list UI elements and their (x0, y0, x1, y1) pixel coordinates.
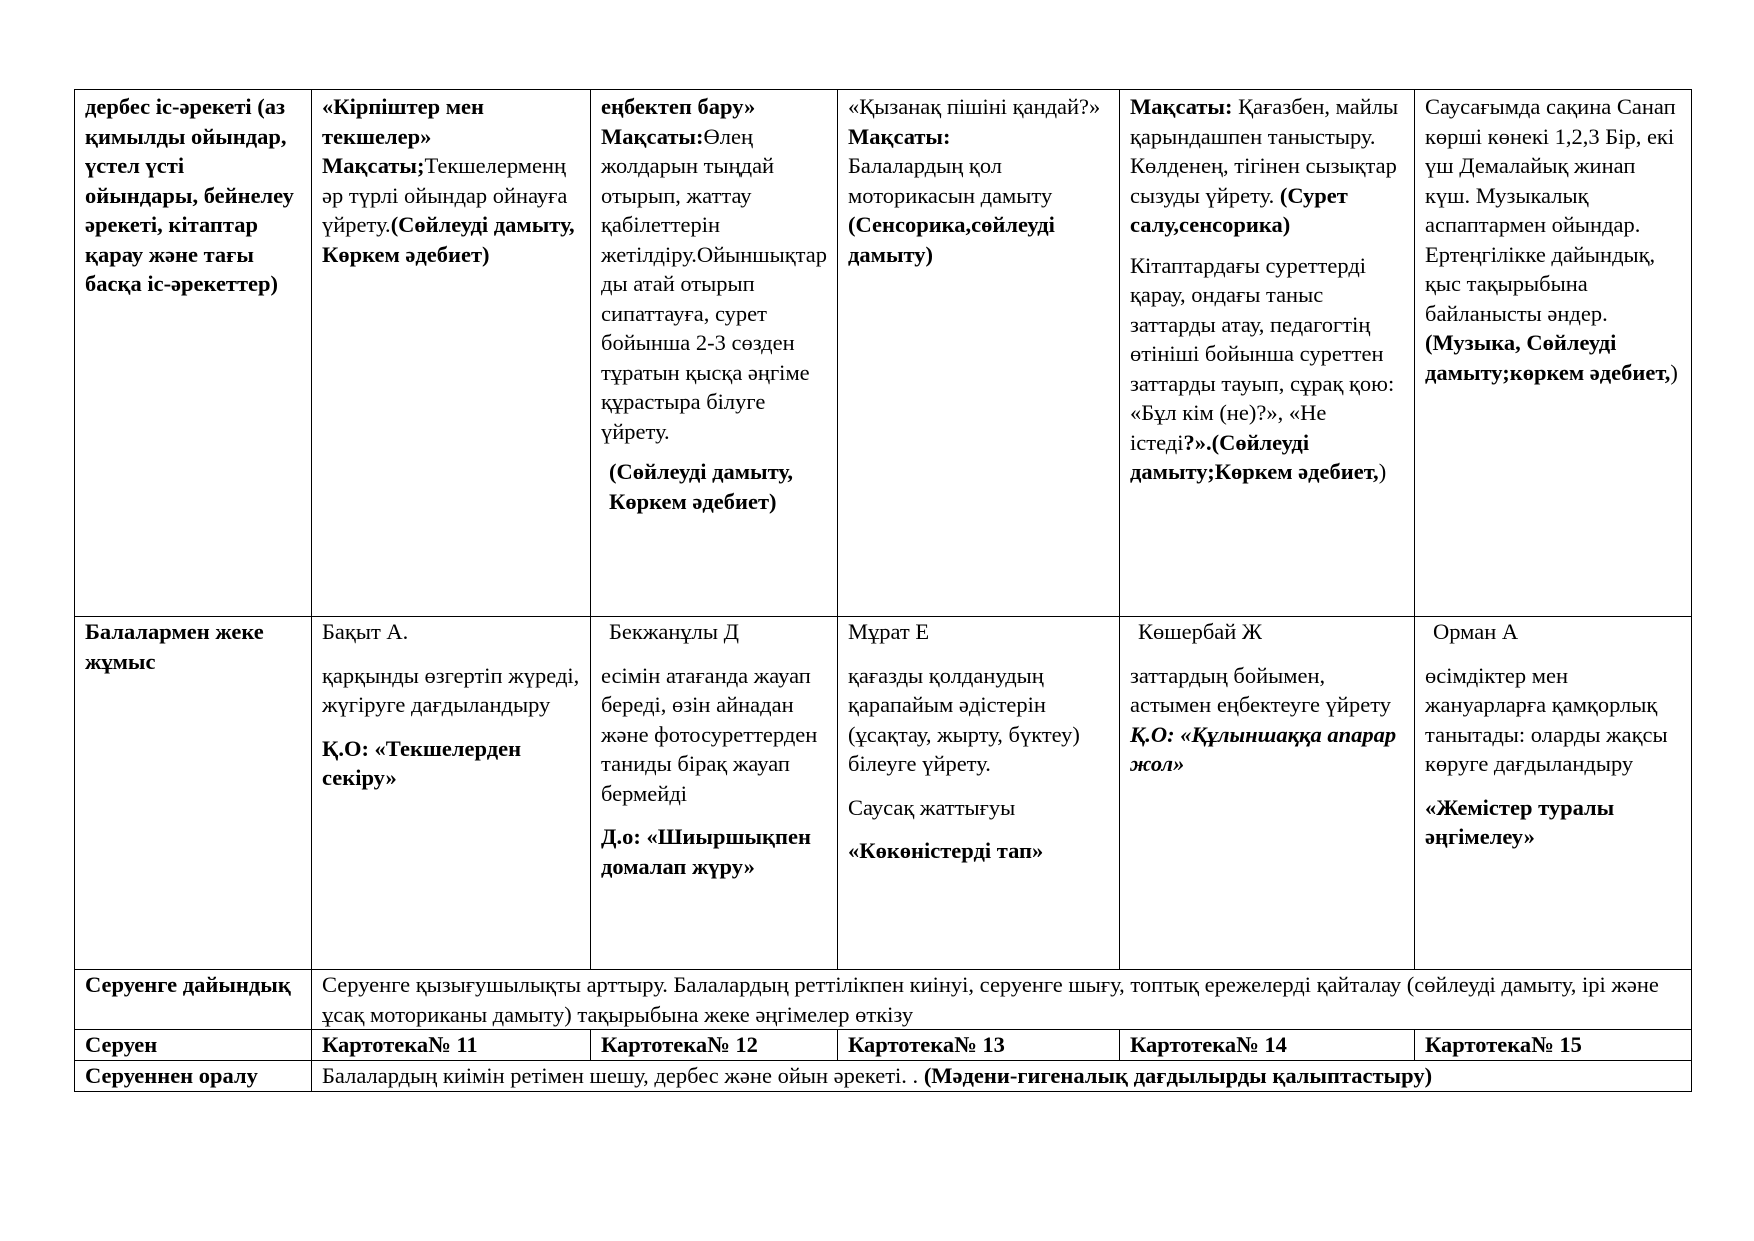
areas: (Музыка, Сөйлеуді дамыту;көркем әдебиет, (1425, 330, 1671, 385)
walk-card-1: Картотека№ 11 (312, 1030, 591, 1061)
goal-text: Қағазбен, майлы қарындашпен таныстыру. Көлденең, тігінен сызықтар сызуды үйрету. (1130, 94, 1399, 208)
activity-cell-4: Мақсаты: Қағазбен, майлы қарындашпен таныстыру. Көлденең, тігінен сызықтар сызуды үйрету. (Сурет салу,сенсорика) Кітаптардағы суреттерді қарау, ондағы таныс заттарды атау, педагогтің өтініші бойынша суреттен заттарды тауып, сұрақ қою: «Бұл кім (не)?», «Не істеді?».(Сөйлеуді дамыту;Көркем әдебиет,) (1120, 90, 1415, 617)
individual-cell-4 (1120, 617, 1415, 970)
row-label-independent-activity: дербес іс-әрекеті (аз қимылды ойындар, үстел үсті ойындары, бейнелеу әрекеті, кітаптар қарау және тағы басқа іс-әрекеттер) (75, 90, 312, 617)
game-title: Қ.О: «Құлыншаққа апарар жол» (1130, 721, 1397, 776)
activity-cell-3 (838, 90, 1120, 617)
areas: (Сөйлеуді дамыту, Көркем әдебиет) (322, 212, 575, 267)
activity-title: еңбектеп бару» (601, 94, 756, 119)
table-row-return (75, 1060, 1692, 1091)
individual-cell-1 (312, 617, 591, 970)
activity-title: «Кірпіштер мен текшелер» (322, 94, 484, 149)
goal-label: Мақсаты; (322, 153, 425, 178)
child-name: Орман А (1433, 619, 1519, 644)
activity-cell-2 (591, 90, 838, 617)
goal-text: Текшелерменң әр түрлі ойындар ойнауға үйрету. (322, 153, 568, 237)
walk-prep-text: Серуенге қызығушылықты арттыру. Балалардың реттілікпен киінуі, серуенге шығу, топтық ережелерді қайталау (сөйлеуді дамыту, ірі және ұсақ моториканы дамыту) тақырыбына жеке әңгімелер өткізу (312, 970, 1692, 1030)
individual-cell-5 (1415, 617, 1692, 970)
individual-cell-2 (591, 617, 838, 970)
activity-cell-1 (312, 90, 591, 617)
walk-card-2: Картотека№ 12 (591, 1030, 838, 1061)
child-name: Көшербай Ж (1138, 619, 1263, 644)
game-title: Қ.О: «Текшелерден секіру» (322, 735, 522, 790)
activity-title: «Қызанақ пішіні қандай?» (848, 94, 1101, 119)
activity-cell-5: Саусағымда сақина Санап көрші көнекі 1,2,3 Бір, екі үш Демалайық жинап күш. Музыкалық аспаптармен ойындар. Ертеңгілікке дайындық, қыс тақырыбына байланысты әндер. (Музыка, Сөйлеуді дамыту;көркем әдебиет,) (1415, 90, 1692, 617)
exercise-text: Саусақ жаттығуы (848, 794, 1016, 820)
return-text: Балалардың киімін ретімен шешу, дербес және ойын әрекеті. . (Мәдени-гигеналық дағдылырды қалыптастыру) (312, 1060, 1692, 1091)
task-text: қарқынды өзгертіп жүреді, жүгіруге дағдыландыру (322, 662, 580, 717)
music-text: Саусағымда сақина Санап көрші көнекі 1,2,3 Бір, екі үш Демалайық жинап күш. Музыкалық аспаптармен ойындар. Ертеңгілікке дайындық, қыс тақырыбына байланысты әндер. (1425, 94, 1676, 326)
walk-card-3: Картотека№ 13 (838, 1030, 1120, 1061)
task-text: есімін атағанда жауап береді, өзін айнадан және фотосуреттерден таниды бірақ жауап бермейді (601, 662, 818, 806)
goal-label: Мақсаты: (601, 123, 704, 149)
row-label-walk: Серуен (75, 1030, 312, 1061)
goal-label: Мақсаты: (1130, 94, 1233, 119)
areas: (Сурет салу,сенсорика) (1130, 182, 1348, 237)
daily-plan-table (74, 89, 1692, 1092)
goal-text: Өлең жолдарын тыңдай отырып, жаттау қабілеттерін жетілдіру.Ойыншықтарды атай отырып сипаттауға, сурет бойынша 2-3 сөзден тұратын қысқа әңгіме құрастыра білуге үйрету. (601, 123, 827, 444)
table-row-walk (75, 1030, 1692, 1061)
books-areas: ?».(Сөйлеуді дамыту;Көркем әдебиет, (1130, 429, 1379, 484)
child-name: Бақыт А. (322, 619, 409, 644)
table-row-walk-prep (75, 970, 1692, 1030)
goal-text: Балалардың қол моторикасын дамыту (848, 153, 1053, 208)
task-text: заттардың бойымен, астымен еңбектеуге үйрету (1130, 662, 1391, 717)
row-label-walk-prep: Серуенге дайындық (75, 970, 312, 1030)
walk-card-5: Картотека№ 15 (1415, 1030, 1692, 1061)
areas: (Сөйлеуді дамыту, Көркем әдебиет) (609, 459, 793, 514)
game-title: «Көкөністерді тап» (848, 838, 1044, 863)
return-areas: (Мәдени-гигеналық дағдылырды қалыптастыру) (923, 1062, 1433, 1088)
child-name: Бекжанұлы Д (609, 619, 739, 644)
child-name: Мұрат Е (848, 619, 930, 644)
areas: (Сенсорика,сөйлеуді дамыту) (848, 212, 1055, 267)
task-text: қағазды қолданудың қарапайым әдістерін (ұсақтау, жырту, бүктеу) білеуге үйрету. (848, 662, 1080, 776)
row-label-individual-work: Балалармен жеке жұмыс (75, 617, 312, 970)
task-text: өсімдіктер мен жануарларға қамқорлық танытады: оларды жақсы көруге дағдыландыру (1425, 662, 1668, 776)
row-label-return: Серуеннен оралу (75, 1060, 312, 1091)
table-row-individual-work (75, 617, 1692, 970)
table-row-independent-activity (75, 90, 1692, 617)
game-title: «Жемістер туралы әңгімелеу» (1425, 794, 1615, 849)
goal-label: Мақсаты: (848, 123, 951, 149)
game-title: Д.о: «Шиыршықпен домалап жүру» (601, 824, 811, 879)
walk-card-4: Картотека№ 14 (1120, 1030, 1415, 1061)
individual-cell-3 (838, 617, 1120, 970)
books-text: Кітаптардағы суреттерді қарау, ондағы таныс заттарды атау, педагогтің өтініші бойынша суреттен заттарды тауып, сұрақ қою: «Бұл кім (не)?», «Не істеді (1130, 252, 1395, 455)
